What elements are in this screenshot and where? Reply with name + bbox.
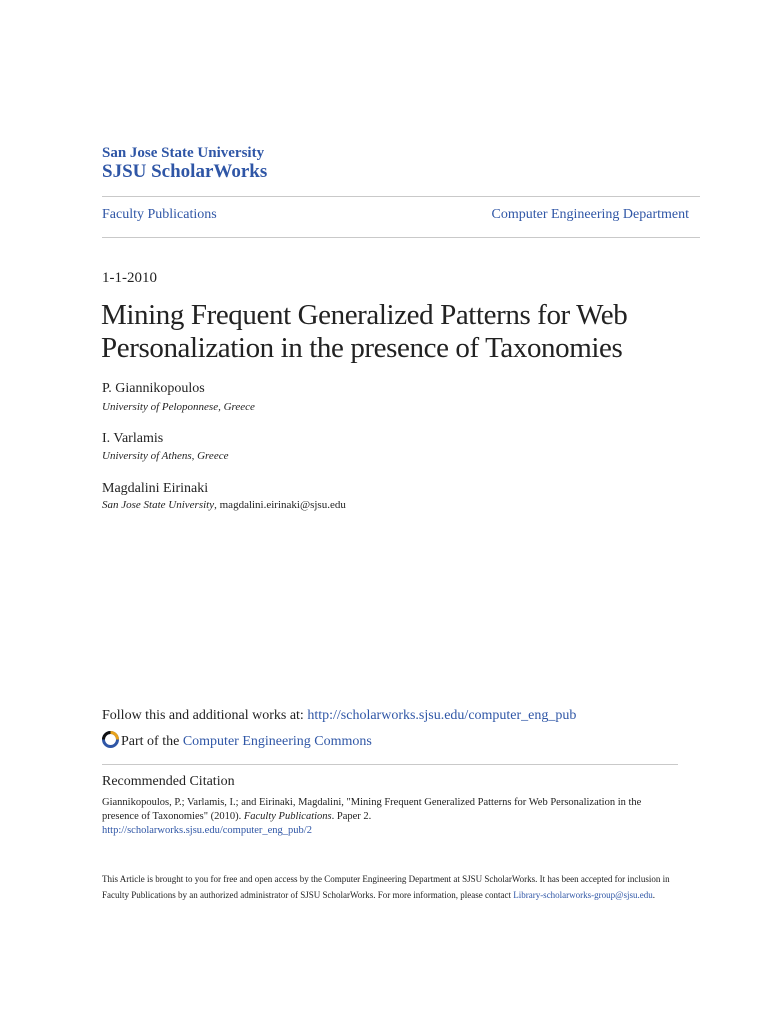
citation-url-link[interactable]: http://scholarworks.sjsu.edu/computer_eng_pub/2 xyxy=(102,825,312,836)
follow-line xyxy=(102,708,576,724)
follow-label: Follow this and additional works at: xyxy=(102,708,308,723)
contact-email-link[interactable]: Library-scholarworks-group@sjsu.edu xyxy=(513,890,653,900)
affiliation-text: University of Athens, Greece xyxy=(102,450,229,462)
author-affiliation xyxy=(102,450,228,462)
citation-heading: Recommended Citation xyxy=(102,774,235,789)
university-name[interactable]: San Jose State University xyxy=(102,145,265,161)
article-title: Mining Frequent Generalized Patterns for Web Personalization in the presence of Taxonomies xyxy=(101,299,628,364)
affiliation-text: University of Peloponnese, Greece xyxy=(102,401,255,413)
citation-divider xyxy=(102,764,678,765)
citation-series: Faculty Publications xyxy=(243,811,332,822)
part-of-label: Part of the xyxy=(121,734,183,749)
repository-name[interactable]: SJSU ScholarWorks xyxy=(102,161,268,182)
author-affiliation xyxy=(102,499,346,511)
author-name: I. Varlamis xyxy=(102,431,164,446)
author-block xyxy=(102,431,163,447)
nav-divider xyxy=(102,237,700,238)
author-name: P. Giannikopoulos xyxy=(102,381,205,396)
publication-date: 1-1-2010 xyxy=(102,270,157,286)
access-note xyxy=(102,871,672,903)
access-note-end: . xyxy=(652,890,655,900)
top-divider xyxy=(102,196,700,197)
affiliation-text: San Jose State University xyxy=(102,499,215,511)
part-of-line xyxy=(102,731,372,750)
access-note-text: This Article is brought to you for free and open access by the Computer Engineering Department at SJSU ScholarWorks. It has been accepted for inclusion in Faculty Publications by an authorized administrator of SJSU ScholarWorks. For more information, please contact xyxy=(102,874,670,900)
author-name: Magdalini Eirinaki xyxy=(102,481,209,496)
department-link[interactable]: Computer Engineering Department xyxy=(491,207,689,222)
commons-icon xyxy=(102,731,119,748)
author-email: , magdalini.eirinaki@sjsu.edu xyxy=(214,499,346,511)
citation-body: Giannikopoulos, P.; Varlamis, I.; and Eirinaki, Magdalini, "Mining Frequent Generalized Patterns for Web Personalization in the presence of Taxonomies" (2010). xyxy=(102,797,642,822)
author-block xyxy=(102,481,208,497)
faculty-publications-link[interactable]: Faculty Publications xyxy=(102,207,217,222)
collection-url-link[interactable]: http://scholarworks.sjsu.edu/computer_eng_pub xyxy=(307,708,577,723)
commons-link[interactable]: Computer Engineering Commons xyxy=(182,734,372,749)
author-affiliation xyxy=(102,401,255,413)
citation-paper: . Paper 2. xyxy=(331,811,372,822)
author-block xyxy=(102,381,205,397)
citation-text xyxy=(102,796,662,838)
